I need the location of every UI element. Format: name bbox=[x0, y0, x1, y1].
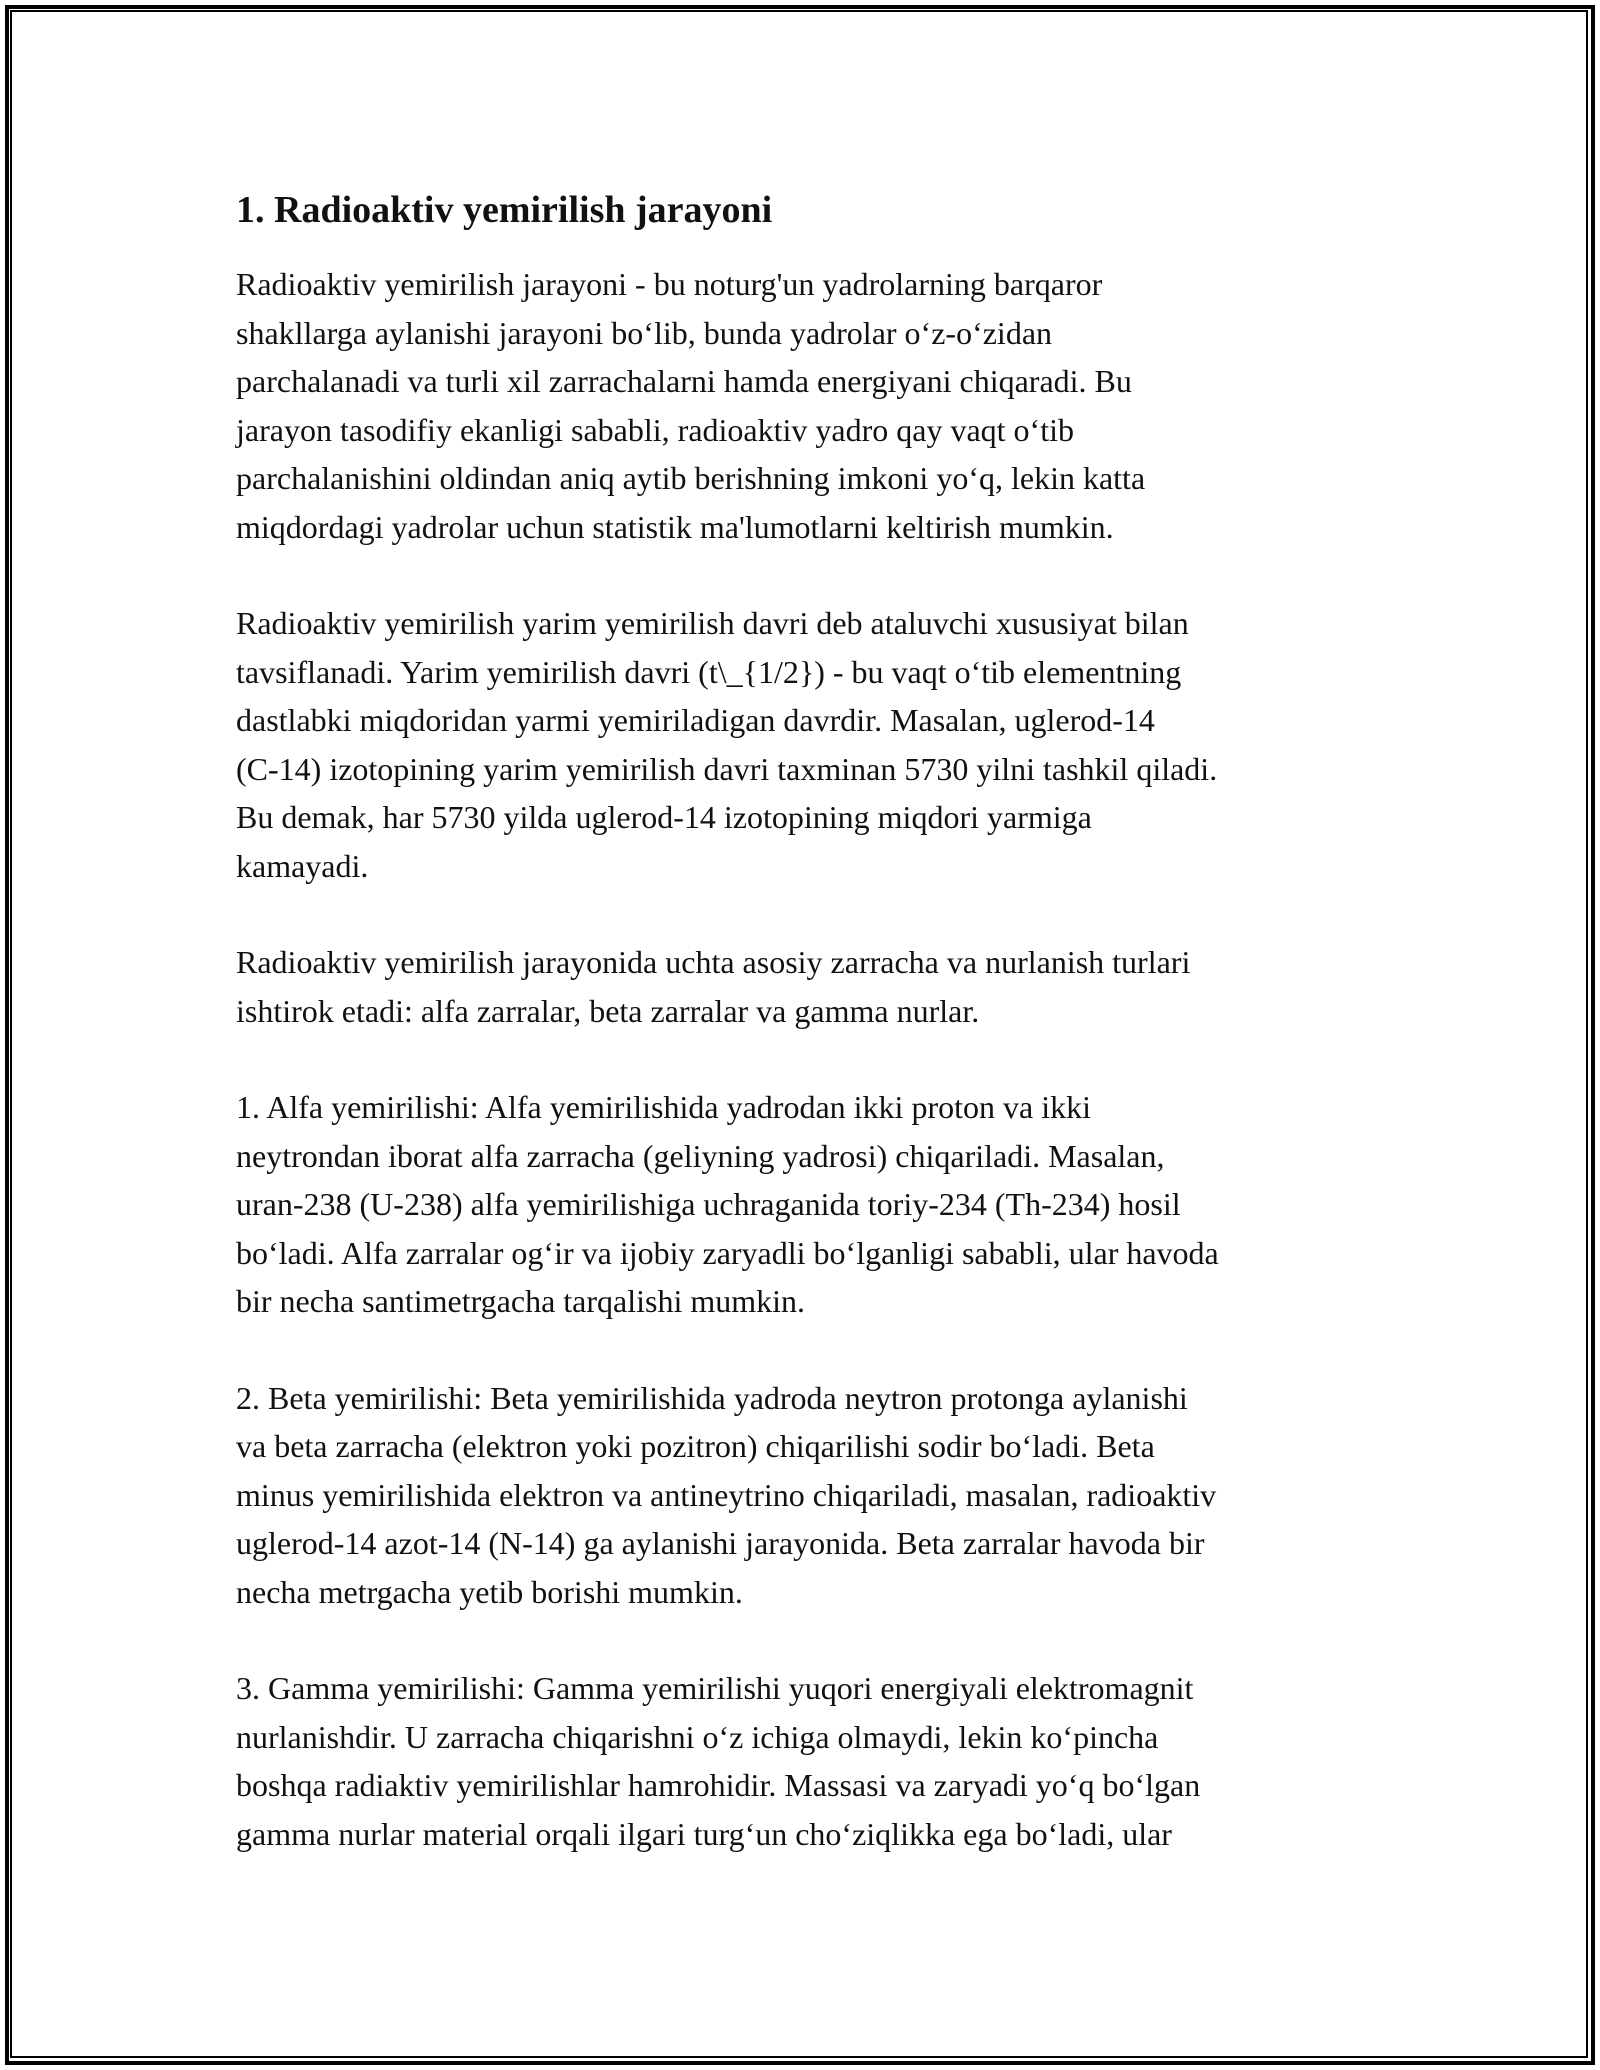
paragraph-intro: Radioaktiv yemirilish jarayoni - bu noturg'un yadrolarning barqaror shakllarga aylanishi jarayoni bo‘lib, bunda yadrolar o‘z-o‘zidan parchalanadi va turli xil zarrachalarni hamda energiyani chiqaradi. Bu jarayon tasodifiy ekanligi sababli, radioaktiv yadro qay vaqt o‘tib parchalanishini oldindan aniq aytib berishning imkoni yo‘q, lekin katta miqdordagi yadrolar uchun statistik ma'lumotlarni keltirish mumkin. bbox=[236, 266, 1146, 545]
paragraph-half-life: Radioaktiv yemirilish yarim yemirilish davri deb ataluvchi xususiyat bilan tavsiflanadi. Yarim yemirilish davri (t\_{1/2}) - bu vaqt o‘tib elementning dastlabki miqdoridan yarmi yemiriladigan davrdir. Masalan, uglerod-14 (C-14) izotopining yarim yemirilish davri taxminan 5730 yilni tashkil qiladi. Bu demak, har 5730 yilda uglerod-14 izotopining miqdori yarmiga kamayadi. bbox=[236, 605, 1218, 884]
document-body bbox=[236, 186, 1376, 1906]
section-heading: 1. Radioaktiv yemirilish jarayoni bbox=[236, 189, 773, 231]
paragraph-alpha-decay: 1. Alfa yemirilishi: Alfa yemirilishida yadrodan ikki proton va ikki neytrondan iborat alfa zarracha (geliyning yadrosi) chiqariladi. Masalan, uran-238 (U-238) alfa yemirilishiga uchraganida toriy-234 (Th-234) hosil bo‘ladi. Alfa zarralar og‘ir va ijobiy zaryadli bo‘lganligi sababli, ular havoda bir necha santimetrgacha tarqalishi mumkin. bbox=[236, 1089, 1219, 1319]
paragraph-decay-types: Radioaktiv yemirilish jarayonida uchta asosiy zarracha va nurlanish turlari ishtirok etadi: alfa zarralar, beta zarralar va gamma nurlar. bbox=[236, 944, 1191, 1029]
paragraph-beta-decay: 2. Beta yemirilishi: Beta yemirilishida yadroda neytron protonga aylanishi va beta zarracha (elektron yoki pozitron) chiqarilishi sodir bo‘ladi. Beta minus yemirilishida elektron va antineytrino chiqariladi, masalan, radioaktiv uglerod-14 azot-14 (N-14) ga aylanishi jarayonida. Beta zarralar havoda bir necha metrgacha yetib borishi mumkin. bbox=[236, 1379, 1217, 1610]
paragraph-gamma-decay: 3. Gamma yemirilishi: Gamma yemirilishi yuqori energiyali elektromagnit nurlanishdir. U zarracha chiqarishni o‘z ichiga olmaydi, lekin ko‘pincha boshqa radiaktiv yemirilishlar hamrohidir. Massasi va zaryadi yo‘q bo‘lgan gamma nurlar material orqali ilgari turg‘un cho‘ziqlikka ega bo‘ladi, ular bbox=[236, 1670, 1201, 1852]
